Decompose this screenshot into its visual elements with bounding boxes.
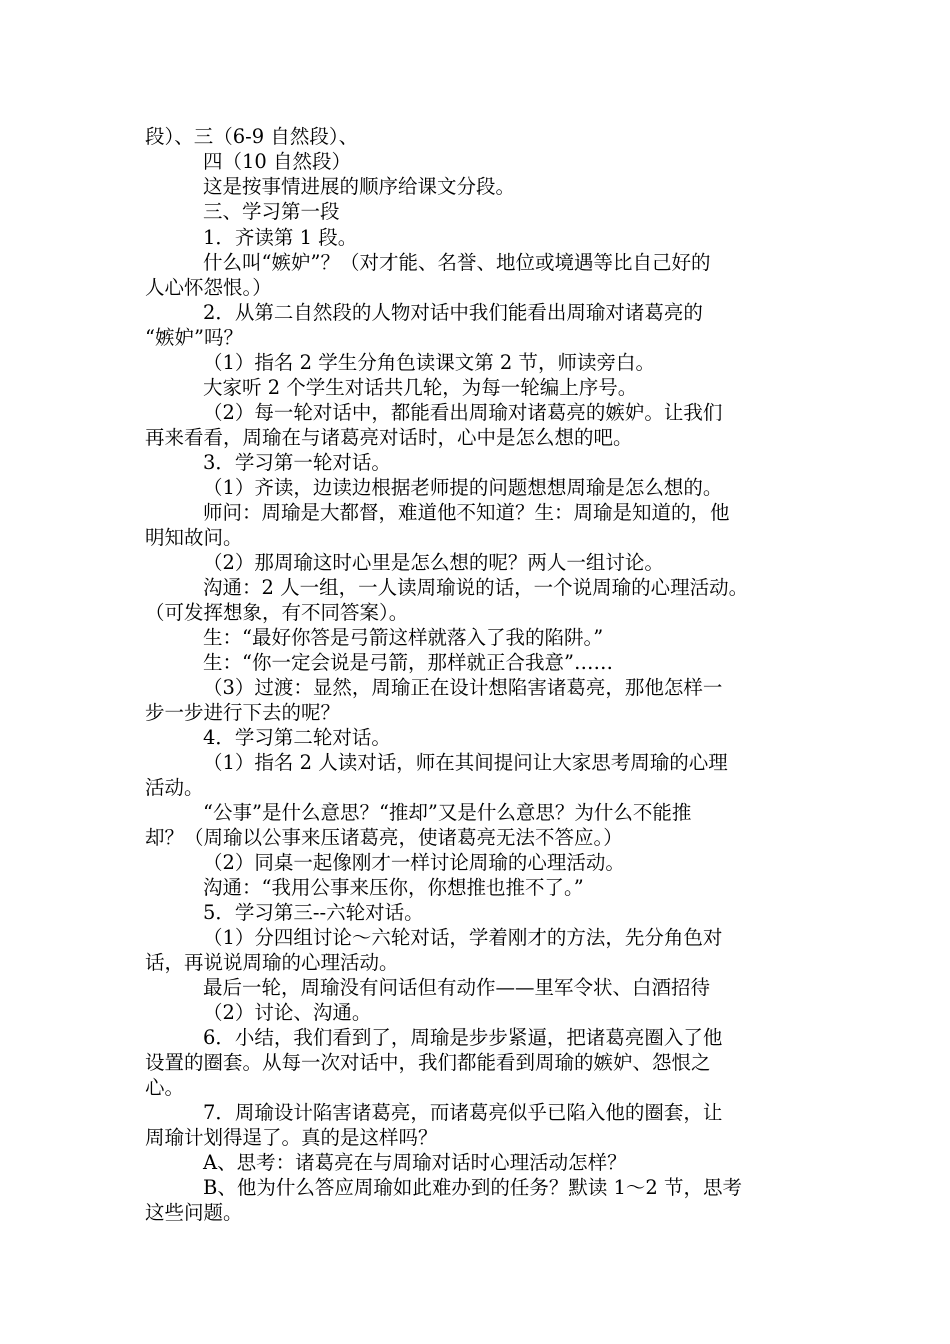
text-line: “嫉妒”吗？ xyxy=(145,326,243,349)
text-line: 7．周瑜设计陷害诸葛亮，而诸葛亮似乎已陷入他的圈套，让 xyxy=(203,1101,723,1124)
text-line: 4．学习第二轮对话。 xyxy=(203,726,391,749)
text-line: 话，再说说周瑜的心理活动。 xyxy=(145,951,399,974)
text-line: A、思考：诸葛亮在与周瑜对话时心理活动怎样？ xyxy=(203,1151,627,1174)
text-line: （2）讨论、沟通。 xyxy=(203,1001,372,1024)
text-line: 师问：周瑜是大都督，难道他不知道？生：周瑜是知道的，他 xyxy=(203,501,730,524)
text-line: 沟通：2 人一组，一人读周瑜说的话，一个说周瑜的心理活动。 xyxy=(203,576,749,599)
text-line: 周瑜计划得逞了。真的是这样吗？ xyxy=(145,1126,438,1149)
text-line: （1）齐读，边读边根据老师提的问题想想周瑜是怎么想的。 xyxy=(203,476,723,499)
text-line: 段）、三（6-9 自然段）、 xyxy=(145,125,359,148)
text-line: 明知故问。 xyxy=(145,526,243,549)
text-line: 步一步进行下去的呢？ xyxy=(145,701,341,724)
text-line: 这是按事情进展的顺序给课文分段。 xyxy=(203,175,516,198)
text-line: （1）指名 2 学生分角色读课文第 2 节，师读旁白。 xyxy=(203,351,656,374)
text-line: （2）每一轮对话中，都能看出周瑜对诸葛亮的嫉妒。让我们 xyxy=(203,401,723,424)
text-line: 四（10 自然段） xyxy=(203,150,352,173)
text-line: “公事”是什么意思？“推却”又是什么意思？为什么不能推 xyxy=(203,801,692,824)
text-line: （3）过渡：显然，周瑜正在设计想陷害诸葛亮，那他怎样一 xyxy=(203,676,723,699)
text-line: 心。 xyxy=(145,1076,185,1099)
text-line: 最后一轮，周瑜没有问话但有动作——里军令状、白酒招待 xyxy=(203,976,711,999)
text-line: 人心怀怨恨。） xyxy=(145,276,272,299)
text-line: （2）同桌一起像刚才一样讨论周瑜的心理活动。 xyxy=(203,851,625,874)
text-line: （2）那周瑜这时心里是怎么想的呢？两人一组讨论。 xyxy=(203,551,664,574)
text-line: 1．齐读第 1 段。 xyxy=(203,226,358,249)
text-line: 生：“最好你答是弓箭这样就落入了我的陷阱。” xyxy=(203,626,604,649)
section-heading: 三、学习第一段 xyxy=(203,200,340,223)
text-line: 这些问题。 xyxy=(145,1201,243,1224)
text-line: 活动。 xyxy=(145,776,204,799)
text-line: B、他为什么答应周瑜如此难办到的任务？默读 1～2 节，思考 xyxy=(203,1176,743,1199)
text-line: 沟通：“我用公事来压你，你想推也推不了。” xyxy=(203,876,584,899)
text-line: 什么叫“嫉妒”？（对才能、名誉、地位或境遇等比自己好的 xyxy=(203,251,711,274)
text-line: 生：“你一定会说是弓箭，那样就正合我意”…… xyxy=(203,651,613,674)
text-line: 6．小结，我们看到了，周瑜是步步紧逼，把诸葛亮圈入了他 xyxy=(203,1026,723,1049)
text-line: 5．学习第三--六轮对话。 xyxy=(203,901,424,924)
text-line: 大家听 2 个学生对话共几轮，为每一轮编上序号。 xyxy=(203,376,638,399)
text-line: 2．从第二自然段的人物对话中我们能看出周瑜对诸葛亮的 xyxy=(203,301,703,324)
text-line: （1）分四组讨论～六轮对话，学着刚才的方法，先分角色对 xyxy=(203,926,723,949)
text-line: 3．学习第一轮对话。 xyxy=(203,451,391,474)
text-line: 设置的圈套。从每一次对话中，我们都能看到周瑜的嫉妒、怨恨之 xyxy=(145,1051,711,1074)
text-line: 却？（周瑜以公事来压诸葛亮，使诸葛亮无法不答应。） xyxy=(145,826,623,849)
text-line: 再来看看，周瑜在与诸葛亮对话时，心中是怎么想的吧。 xyxy=(145,426,633,449)
text-line: （1）指名 2 人读对话，师在其间提问让大家思考周瑜的心理 xyxy=(203,751,728,774)
text-line: （可发挥想象，有不同答案）。 xyxy=(145,601,409,624)
